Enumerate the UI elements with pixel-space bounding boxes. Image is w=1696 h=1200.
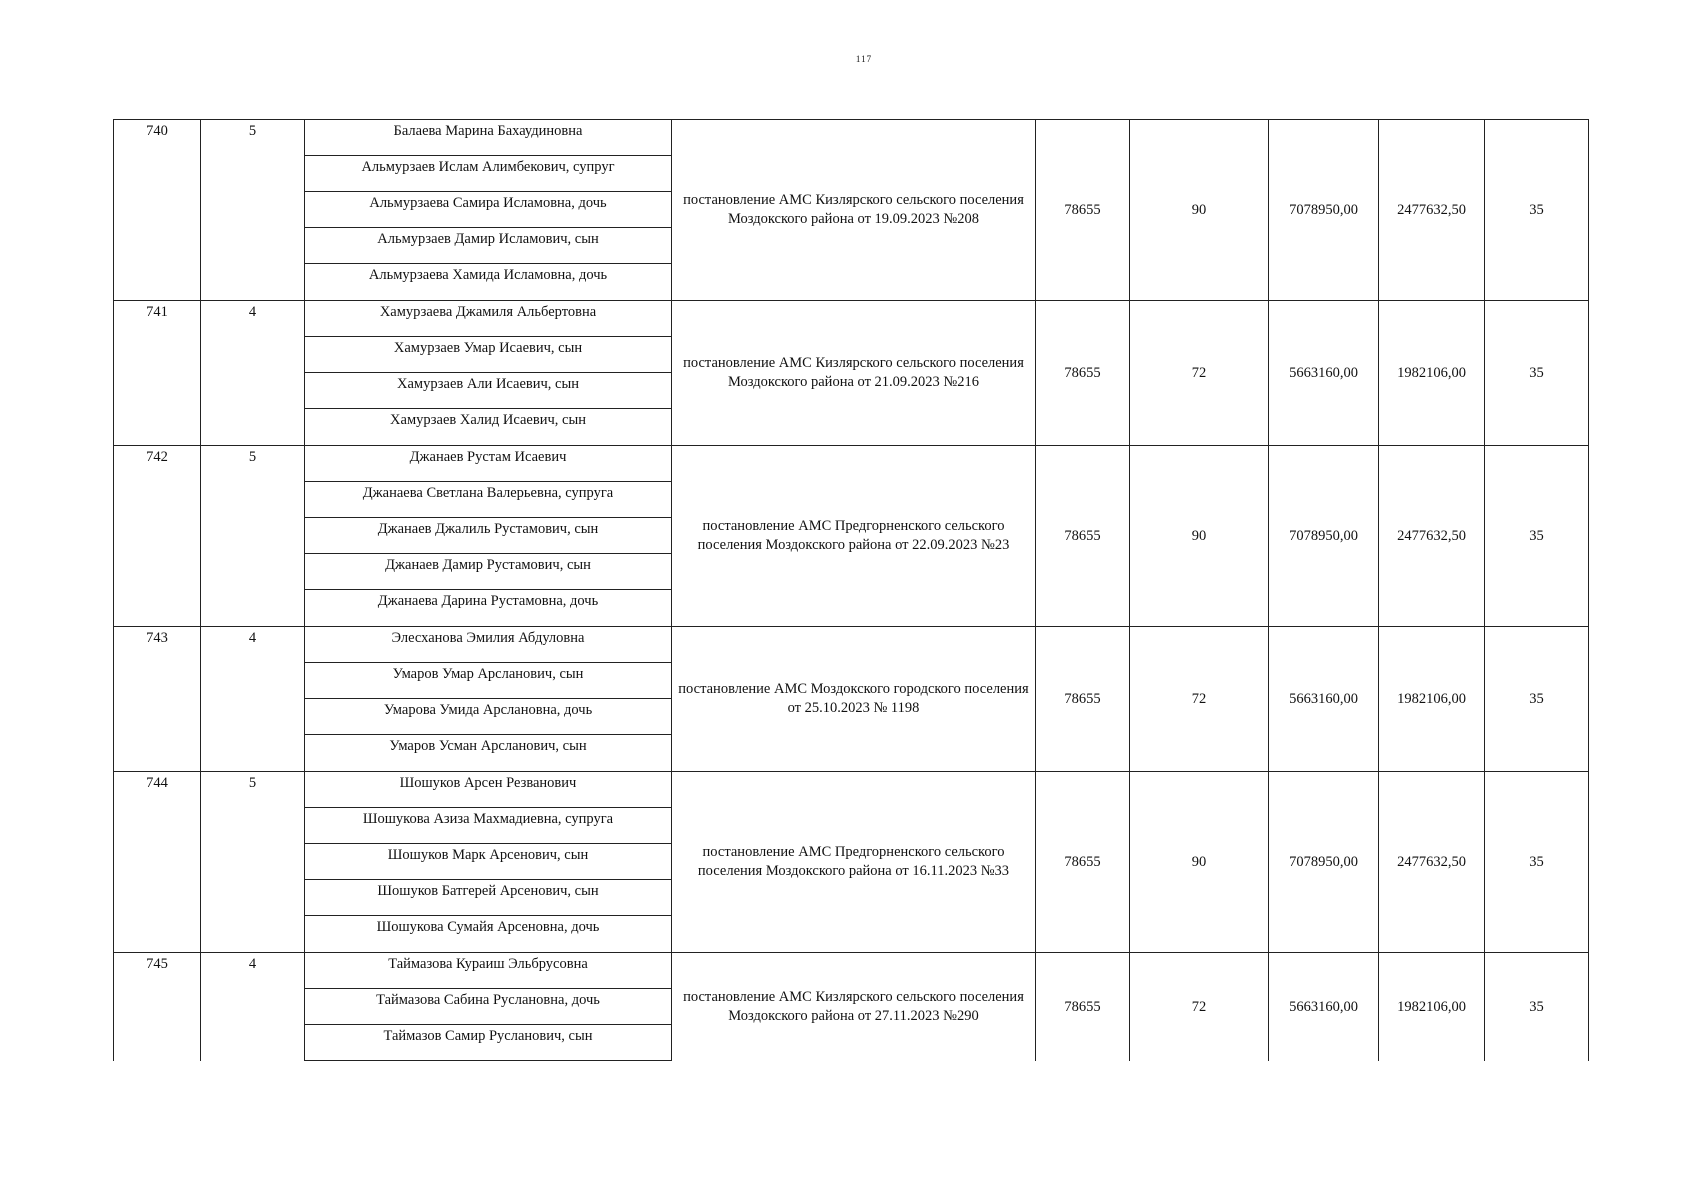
family-member-name: Хамурзаева Джамиля Альбертовна [305,301,671,337]
area-cell: 90 [1130,772,1269,953]
table-row [114,772,1589,953]
family-member-name: Джанаев Дамир Рустамович, сын [305,554,671,590]
norm-cost-cell: 78655 [1036,446,1130,627]
percent-cell: 35 [1485,120,1589,301]
total-cost-cell: 7078950,00 [1269,446,1379,627]
family-members-cell [305,446,672,627]
norm-cost-cell: 78655 [1036,953,1130,1062]
family-members-cell [305,120,672,301]
family-member-name: Умаров Умар Арсланович, сын [305,663,671,699]
family-member-name: Джанаева Дарина Рустамовна, дочь [377,593,599,609]
row-number-cell: 742 [114,446,201,627]
decree-text: постановление АМС Кизлярского сельского поселения Моздокского района от 21.09.2023 №216 [683,355,1024,390]
family-member-name: Таймазов Самир Русланович, сын [305,1025,671,1061]
family-size-cell: 4 [201,301,305,446]
area-cell: 90 [1130,120,1269,301]
family-member-name: Шошукова Азиза Махмадиевна, супруга [305,808,671,844]
table-row [114,627,1589,772]
percent-cell: 35 [1485,627,1589,772]
percent-cell: 35 [1485,772,1589,953]
family-member-name: Джанаева Светлана Валерьевна, супруга [305,482,671,518]
family-member-name: Джанаев Рустам Исаевич [305,446,671,482]
table-row [114,446,1589,627]
family-member-name: Альмурзаев Дамир Исламович, сын [305,228,671,264]
table-row [114,120,1589,301]
family-member-name: Таймазова Кураиш Эльбрусовна [305,953,671,989]
norm-cost-cell: 78655 [1036,627,1130,772]
family-members-cell [305,627,672,772]
family-member-name: Умаров Усман Арсланович, сын [389,738,587,754]
family-size-cell: 5 [201,120,305,301]
decree-text: постановление АМС Предгорненского сельского поселения Моздокского района от 16.11.2023 №33 [697,844,1010,879]
family-member-name: Хамурзаев Халид Исаевич, сын [390,412,586,428]
family-member-name: Шошуков Батгерей Арсенович, сын [305,880,671,916]
family-member-name: Балаева Марина Бахаудиновна [305,120,671,156]
family-member-name: Таймазова Сабина Руслановна, дочь [305,989,671,1025]
decree-cell [672,627,1036,772]
area-cell: 72 [1130,627,1269,772]
norm-cost-cell: 78655 [1036,120,1130,301]
family-member-name: Хамурзаев Умар Исаевич, сын [305,337,671,373]
percent-cell: 35 [1485,446,1589,627]
family-size-cell: 5 [201,772,305,953]
family-member-name: Шошуков Марк Арсенович, сын [305,844,671,880]
table-row [114,301,1589,446]
percent-cell: 35 [1485,301,1589,446]
table-row [114,953,1589,1062]
page-number: 117 [855,54,873,64]
family-member-name: Джанаев Джалиль Рустамович, сын [305,518,671,554]
decree-cell [672,772,1036,953]
total-cost-cell: 5663160,00 [1269,953,1379,1062]
family-member-name: Элесханова Эмилия Абдуловна [305,627,671,663]
family-members-cell [305,301,672,446]
decree-cell [672,446,1036,627]
payment-cell: 1982106,00 [1379,301,1485,446]
area-cell: 72 [1130,301,1269,446]
decree-cell [672,953,1036,1062]
family-member-name: Умарова Умида Арслановна, дочь [305,699,671,735]
total-cost-cell: 5663160,00 [1269,301,1379,446]
percent-cell: 35 [1485,953,1589,1062]
row-number-cell: 745 [114,953,201,1062]
decree-text: постановление АМС Кизлярского сельского поселения Моздокского района от 27.11.2023 №290 [683,989,1024,1024]
family-member-name: Альмурзаев Ислам Алимбекович, супруг [305,156,671,192]
norm-cost-cell: 78655 [1036,772,1130,953]
decree-text: постановление АМС Предгорненского сельского поселения Моздокского района от 22.09.2023 №23 [697,518,1010,553]
norm-cost-cell: 78655 [1036,301,1130,446]
family-size-cell: 4 [201,953,305,1062]
table-body [114,120,1589,1062]
payment-cell: 2477632,50 [1379,772,1485,953]
row-number-cell: 743 [114,627,201,772]
payment-cell: 2477632,50 [1379,446,1485,627]
registry-table [113,119,1589,1061]
payment-cell: 1982106,00 [1379,953,1485,1062]
payment-cell: 1982106,00 [1379,627,1485,772]
total-cost-cell: 5663160,00 [1269,627,1379,772]
family-member-name: Хамурзаев Али Исаевич, сын [305,373,671,409]
area-cell: 90 [1130,446,1269,627]
row-number-cell: 740 [114,120,201,301]
family-members-cell [305,953,672,1062]
row-number-cell: 741 [114,301,201,446]
decree-cell [672,301,1036,446]
family-size-cell: 5 [201,446,305,627]
total-cost-cell: 7078950,00 [1269,120,1379,301]
payment-cell: 2477632,50 [1379,120,1485,301]
family-member-name: Альмурзаева Самира Исламовна, дочь [305,192,671,228]
family-member-name: Альмурзаева Хамида Исламовна, дочь [368,267,608,283]
area-cell: 72 [1130,953,1269,1062]
family-member-name: Шошуков Арсен Резванович [305,772,671,808]
family-members-cell [305,772,672,953]
decree-cell [672,120,1036,301]
total-cost-cell: 7078950,00 [1269,772,1379,953]
decree-text: постановление АМС Моздокского городского поселения от 25.10.2023 № 1198 [678,681,1029,716]
family-member-name: Шошукова Сумайя Арсеновна, дочь [376,919,600,935]
decree-text: постановление АМС Кизлярского сельского поселения Моздокского района от 19.09.2023 №208 [683,192,1024,227]
family-size-cell: 4 [201,627,305,772]
row-number-cell: 744 [114,772,201,953]
